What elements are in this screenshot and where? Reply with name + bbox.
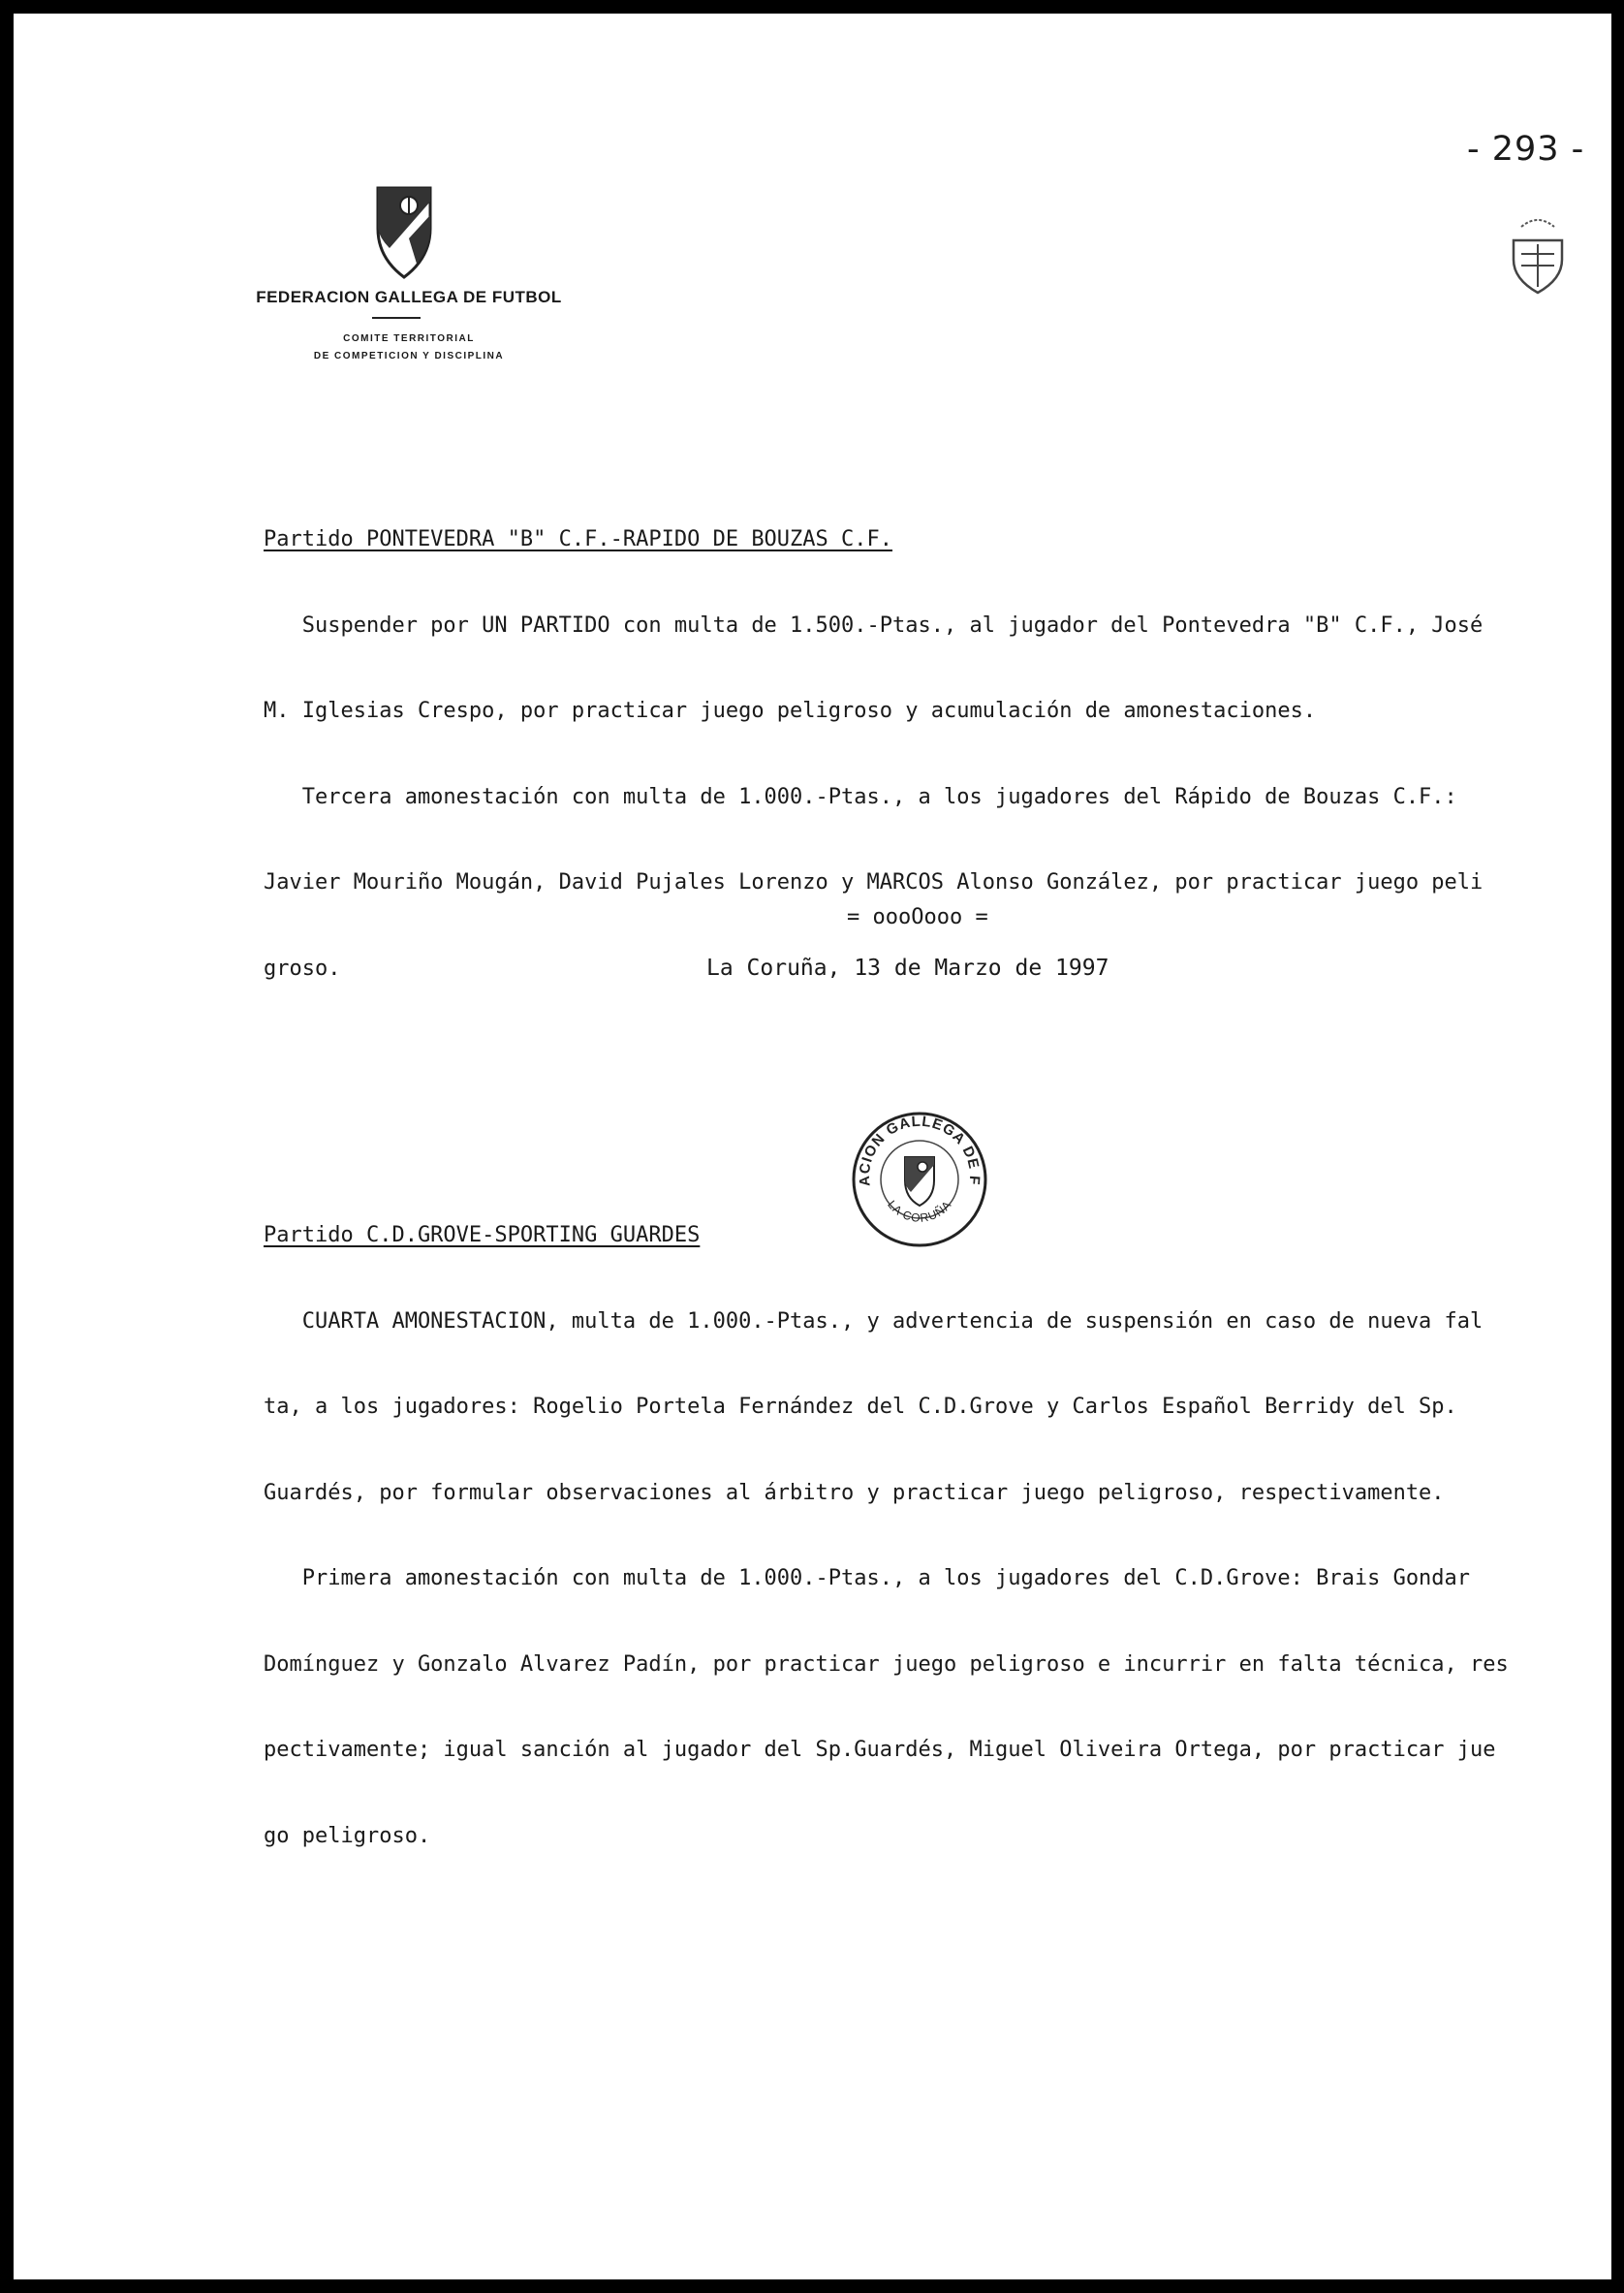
- document-page: [14, 14, 1611, 2279]
- body-line: ta, a los jugadores: Rogelio Portela Fernández del C.D.Grove y Carlos Español Berridy del Sp.: [264, 1395, 1457, 1419]
- organization-name: FEDERACION GALLEGA DE FUTBOL: [256, 288, 562, 306]
- body-line: CUARTA AMONESTACION, multa de 1.000.-Ptas., y advertencia de suspensión en caso de nueva fal: [264, 1308, 1483, 1334]
- section-heading: Partido PONTEVEDRA "B" C.F.-RAPIDO DE BOUZAS C.F.: [264, 527, 893, 551]
- body-line: pectivamente; igual sanción al jugador del Sp.Guardés, Miguel Oliveira Ortega, por practicar jue: [264, 1738, 1496, 1762]
- body-line: Suspender por UN PARTIDO con multa de 1.500.-Ptas., al jugador del Pontevedra "B" C.F., José: [264, 613, 1483, 638]
- body-line: Tercera amonestación con multa de 1.000.-Ptas., a los jugadores del Rápido de Bouzas C.F.:: [264, 784, 1457, 809]
- section-heading: Partido C.D.GROVE-SPORTING GUARDES: [264, 1223, 701, 1247]
- page-number: - 293 -: [1467, 130, 1585, 169]
- separator: = oooOooo =: [847, 905, 988, 929]
- header-divider: [372, 317, 421, 319]
- body-line: Javier Mouriño Mougán, David Pujales Lorenzo y MARCOS Alonso González, por practicar juego peli: [264, 870, 1483, 895]
- body-line: go peligroso.: [264, 1823, 431, 1848]
- place-and-date: La Coruña, 13 de Marzo de 1997: [706, 956, 1109, 981]
- section: [264, 1164, 1610, 1907]
- committee-name-line2: DE COMPETICION Y DISCIPLINA: [313, 351, 505, 361]
- body-line: M. Iglesias Crespo, por practicar juego peligroso y acumulación de amonestaciones.: [264, 699, 1317, 723]
- body-line: groso.: [264, 956, 341, 981]
- svg-text:LA CORUÑA: [885, 1198, 954, 1225]
- body-line: Domínguez y Gonzalo Alvarez Padín, por practicar juego peligroso e incurrir en falta técnica, res: [264, 1651, 1509, 1677]
- body-line: Guardés, por formular observaciones al árbitro y practicar juego peligroso, respectivamente.: [264, 1480, 1445, 1505]
- committee-name-line1: COMITE TERRITORIAL: [343, 333, 475, 344]
- stamp-bottom-text: LA CORUÑA: [885, 1197, 954, 1225]
- stamp-ring-text: ACION GALLEGA DE F: [856, 1113, 984, 1187]
- federation-stamp-icon: [849, 1109, 990, 1254]
- federation-crest-icon: [370, 180, 438, 286]
- body-line: Primera amonestación con multa de 1.000.-Ptas., a los jugadores del C.D.Grove: Brais Gondar: [264, 1566, 1471, 1590]
- section: [264, 468, 1610, 1040]
- rfef-emblem-icon: [1504, 205, 1572, 298]
